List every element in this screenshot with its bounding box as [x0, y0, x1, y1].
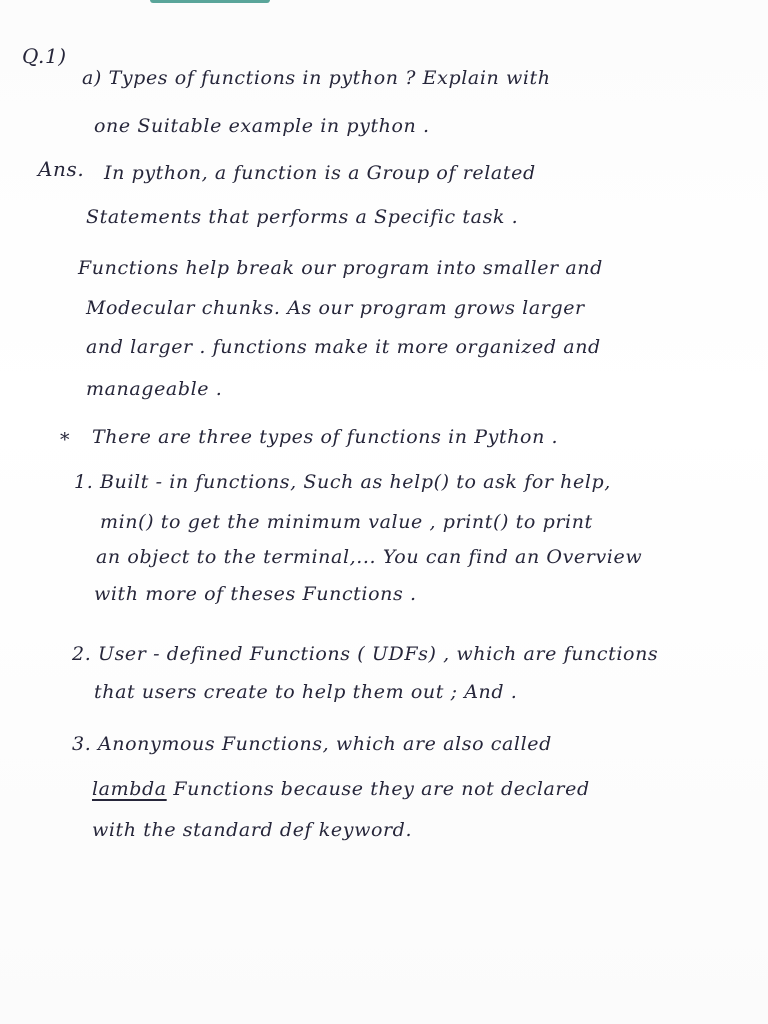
answer-line-3: Functions help break our program into smaller and: [78, 257, 603, 279]
type-1-line-4: with more of theses Functions .: [94, 583, 417, 605]
bullet-star: *: [60, 429, 71, 451]
type-3-line-3: with the standard def keyword.: [92, 819, 413, 841]
lambda-word: lambda: [92, 778, 167, 800]
type-3-line-2-rest: Functions because they are not declared: [166, 778, 590, 800]
types-intro-line: There are three types of functions in Python .: [92, 426, 559, 448]
type-2-line-1: 2. User - defined Functions ( UDFs) , which are functions: [72, 643, 659, 665]
question-line-1: a) Types of functions in python ? Explain with: [82, 67, 551, 89]
answer-line-4: Modecular chunks. As our program grows larger: [86, 297, 585, 319]
top-edge-strip: [150, 0, 270, 3]
answer-line-5: and larger . functions make it more organized and: [86, 336, 601, 358]
question-number: Q.1): [22, 44, 67, 68]
question-line-2: one Suitable example in python .: [94, 115, 430, 137]
answer-line-2: Statements that performs a Specific task .: [86, 206, 519, 228]
answer-line-1: In python, a function is a Group of related: [104, 162, 536, 184]
type-1-line-3: an object to the terminal,... You can find an Overview: [96, 546, 643, 568]
type-1-line-1: 1. Built - in functions, Such as help() to ask for help,: [74, 471, 611, 493]
type-1-line-2: min() to get the minimum value , print() to print: [100, 511, 593, 533]
type-3-line-2: [92, 777, 590, 801]
answer-label: Ans.: [38, 157, 85, 181]
type-3-line-1: 3. Anonymous Functions, which are also called: [72, 733, 552, 755]
answer-line-6: manageable .: [86, 378, 223, 400]
type-2-line-2: that users create to help them out ; And .: [94, 681, 518, 703]
